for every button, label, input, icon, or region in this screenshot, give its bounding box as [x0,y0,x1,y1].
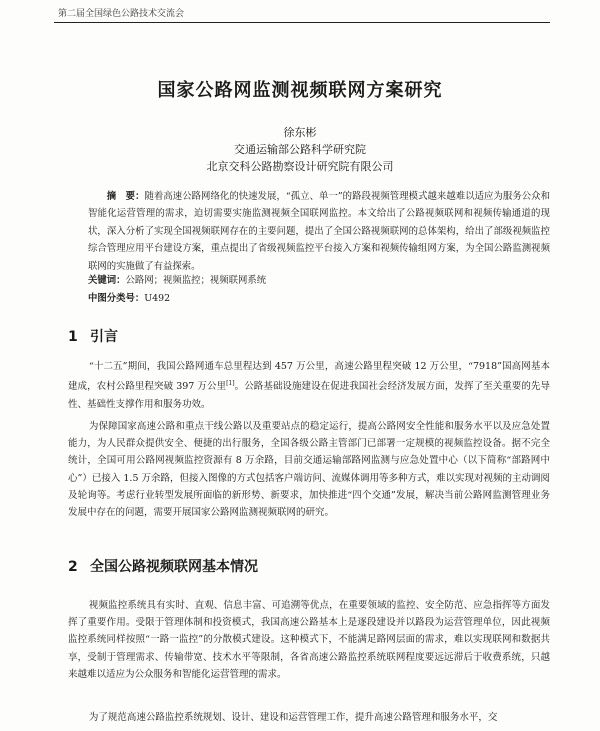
keywords-text: 公路网；视频监控；视频联网系统 [125,275,267,286]
classification [88,290,170,304]
section-heading-1 [68,326,118,346]
running-header: 第二届全国绿色公路技术交流会 [58,9,185,19]
author-name: 徐东彬 [283,126,317,139]
keywords-label: 关键词： [88,275,126,286]
abstract-label: 摘 要： [106,191,145,202]
affiliation-2: 北京交科公路勘察设计研究院有限公司 [206,160,394,173]
paragraph: 为保障国家高速公路和重点干线公路以及重要站点的稳定运行，提高公路网安全性能和服务水平以及应急处置能力，为人民群众提供安全、便捷的出行服务，全国各级公路主管部门已部署一定规模的视频监控设备。据不完全统计，全国可用公路网视频监控资源有 8 万余路，目前交通运输部路网监测与应急处置中心（以下简称“部路网中心”）已接入 1.5 万余路，但接入图像的方式包括客户端访问、流媒体调用等多种方式，难以实现对视频的主动调阅及轮询等。考虑行业转型发展所面临的新形势、新要求，加快推进“四个交通”发展，解决当前公路网监测管理业务发展中存在的问题，需要开展国家公路网监测视频联网的研究。 [68,421,551,519]
paragraph-text: “十二五”期间，我国公路网通车总里程达到 457 万公里，高速公路里程突破 12 万公里，“7918”国高网基本建成，农村公路里程突破 397 万公里 [68,361,550,393]
section-number: 1 [68,329,78,345]
section-heading-2 [68,556,258,576]
paragraph: 视频监控系统具有实时、直观、信息丰富、可追溯等优点，在重要领域的监控、安全防范、应急指挥等方面发挥了重要作用。受限于管理体制和投资模式，我国高速公路基本上是逐段建设并以路段为运营管理单位，因此视频监控系统同样按照“一路一监控”的分散模式建设。这种模式下，不能满足路网层面的需求，难以实现联网和数据共享，受制于管理需求、传输带宽、技术水平等限制，各省高速公路监控系统联网程度要远远滞后于收费系统，只越来越难以适应为公众服务和智能化运营管理的需求。 [68,600,550,680]
header-rule [54,22,550,23]
paragraph-text: 。公路基础设施建设在促进我国社会经济发展方面，发挥了至关重要的先导性、基础性支撑作用和服务功效。 [68,381,550,410]
classification-text: U492 [144,293,171,304]
section-number: 2 [68,559,78,575]
paragraph [68,358,550,413]
citation-ref: [1] [226,380,235,388]
affiliation-1: 交通运输部公路科学研究院 [234,143,366,156]
section-title: 引言 [90,329,118,345]
section-title: 全国公路视频联网基本情况 [90,559,258,575]
abstract-text: 随着高速公路网络化的快速发展，“孤立、单一”的路段视频管理模式越来越难以适应为服务公众和智能化运营管理的需求，迫切需要实施监测视频全国联网监控。本文给出了公路视频联网和视频传输通道的现状，深入分析了实现全国视频联网存在的主要问题，提出了全国公路视频联网的总体架构，给出了部级视频监控综合管理应用平台建设方案，重点提出了省级视频监控平台接入方案和视频传输组网方案，为全国公路监测视频联网的实施做了有益探索。 [88,191,550,272]
abstract [88,188,550,275]
classification-label: 中图分类号： [88,293,145,304]
paper-title: 国家公路网监测视频联网方案研究 [157,80,443,101]
keywords [88,272,266,286]
paragraph: 为了规范高速公路监控系统规划、设计、建设和运营管理工作，提升高速公路管理和服务水平，交 [88,712,498,723]
